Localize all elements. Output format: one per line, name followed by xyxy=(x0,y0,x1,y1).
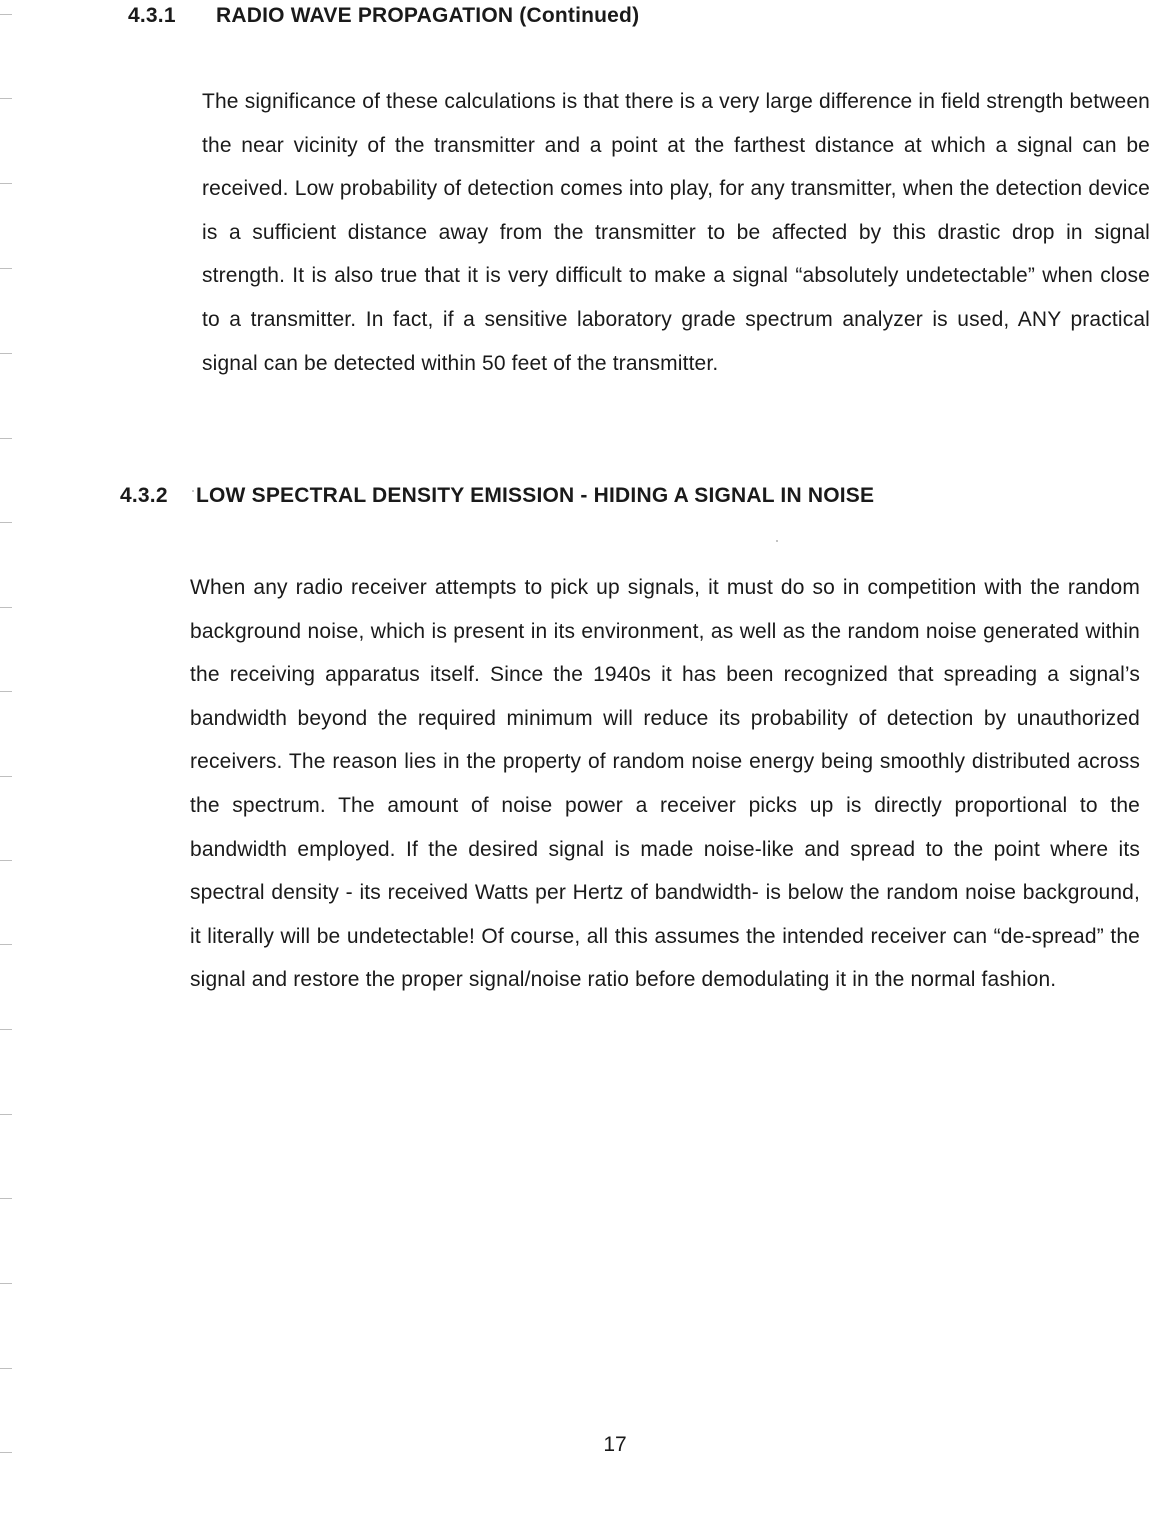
margin-mark xyxy=(0,944,12,945)
margin-mark xyxy=(0,691,12,692)
section-number: 4.3.1 xyxy=(128,4,176,27)
section-number: 4.3.2 xyxy=(120,484,168,507)
scan-speck xyxy=(776,540,778,542)
section-title: LOW SPECTRAL DENSITY EMISSION - HIDING A SIGNAL IN NOISE xyxy=(196,484,875,507)
margin-mark xyxy=(0,1029,12,1030)
section-heading-4-3-1 xyxy=(128,4,639,28)
section-title: RADIO WAVE PROPAGATION (Continued) xyxy=(216,4,640,27)
margin-mark xyxy=(0,268,12,269)
section-paragraph-4-3-1: The significance of these calculations is that there is a very large difference in field strength between the near vicinity of the transmitter and a point at the farthest distance at which a signal can be received. Low probability of detection comes into play, for any transmitter, when the detection device is a sufficient distance away from the transmitter to be affected by this drastic drop in signal strength. It is also true that it is very difficult to make a signal “absolutely undetectable” when close to a transmitter. In fact, if a sensitive laboratory grade spectrum analyzer is used, ANY practical signal can be detected within 50 feet of the transmitter. xyxy=(202,90,1150,375)
section-heading-4-3-2 xyxy=(120,484,874,508)
margin-mark xyxy=(0,183,12,184)
margin-mark xyxy=(0,860,12,861)
page-number: 17 xyxy=(603,1433,627,1456)
margin-mark xyxy=(0,776,12,777)
margin-mark xyxy=(0,607,12,608)
margin-mark xyxy=(0,353,12,354)
margin-mark xyxy=(0,1114,12,1115)
margin-mark xyxy=(0,522,12,523)
margin-mark xyxy=(0,1283,12,1284)
section-paragraph-4-3-2: When any radio receiver attempts to pick up signals, it must do so in competition with the random background noise, which is present in its environment, as well as the random noise generated within the receiving apparatus itself. Since the 1940s it has been recognized that spreading a signal’s bandwidth beyond the required minimum will reduce its probability of detection by unauthorized receivers. The reason lies in the property of random noise energy being smoothly distributed across the spectrum. The amount of noise power a receiver picks up is directly proportional to the bandwidth employed. If the desired signal is made noise-like and spread to the point where its spectral density - its received Watts per Hertz of bandwidth- is below the random noise background, it literally will be undetectable! Of course, all this assumes the intended receiver can “de-spread” the signal and restore the proper signal/noise ratio before demodulating it in the normal fashion. xyxy=(190,576,1140,992)
margin-mark xyxy=(0,14,12,15)
margin-mark xyxy=(0,1368,12,1369)
margin-mark xyxy=(0,98,12,99)
margin-mark xyxy=(0,1198,12,1199)
margin-mark xyxy=(0,438,12,439)
